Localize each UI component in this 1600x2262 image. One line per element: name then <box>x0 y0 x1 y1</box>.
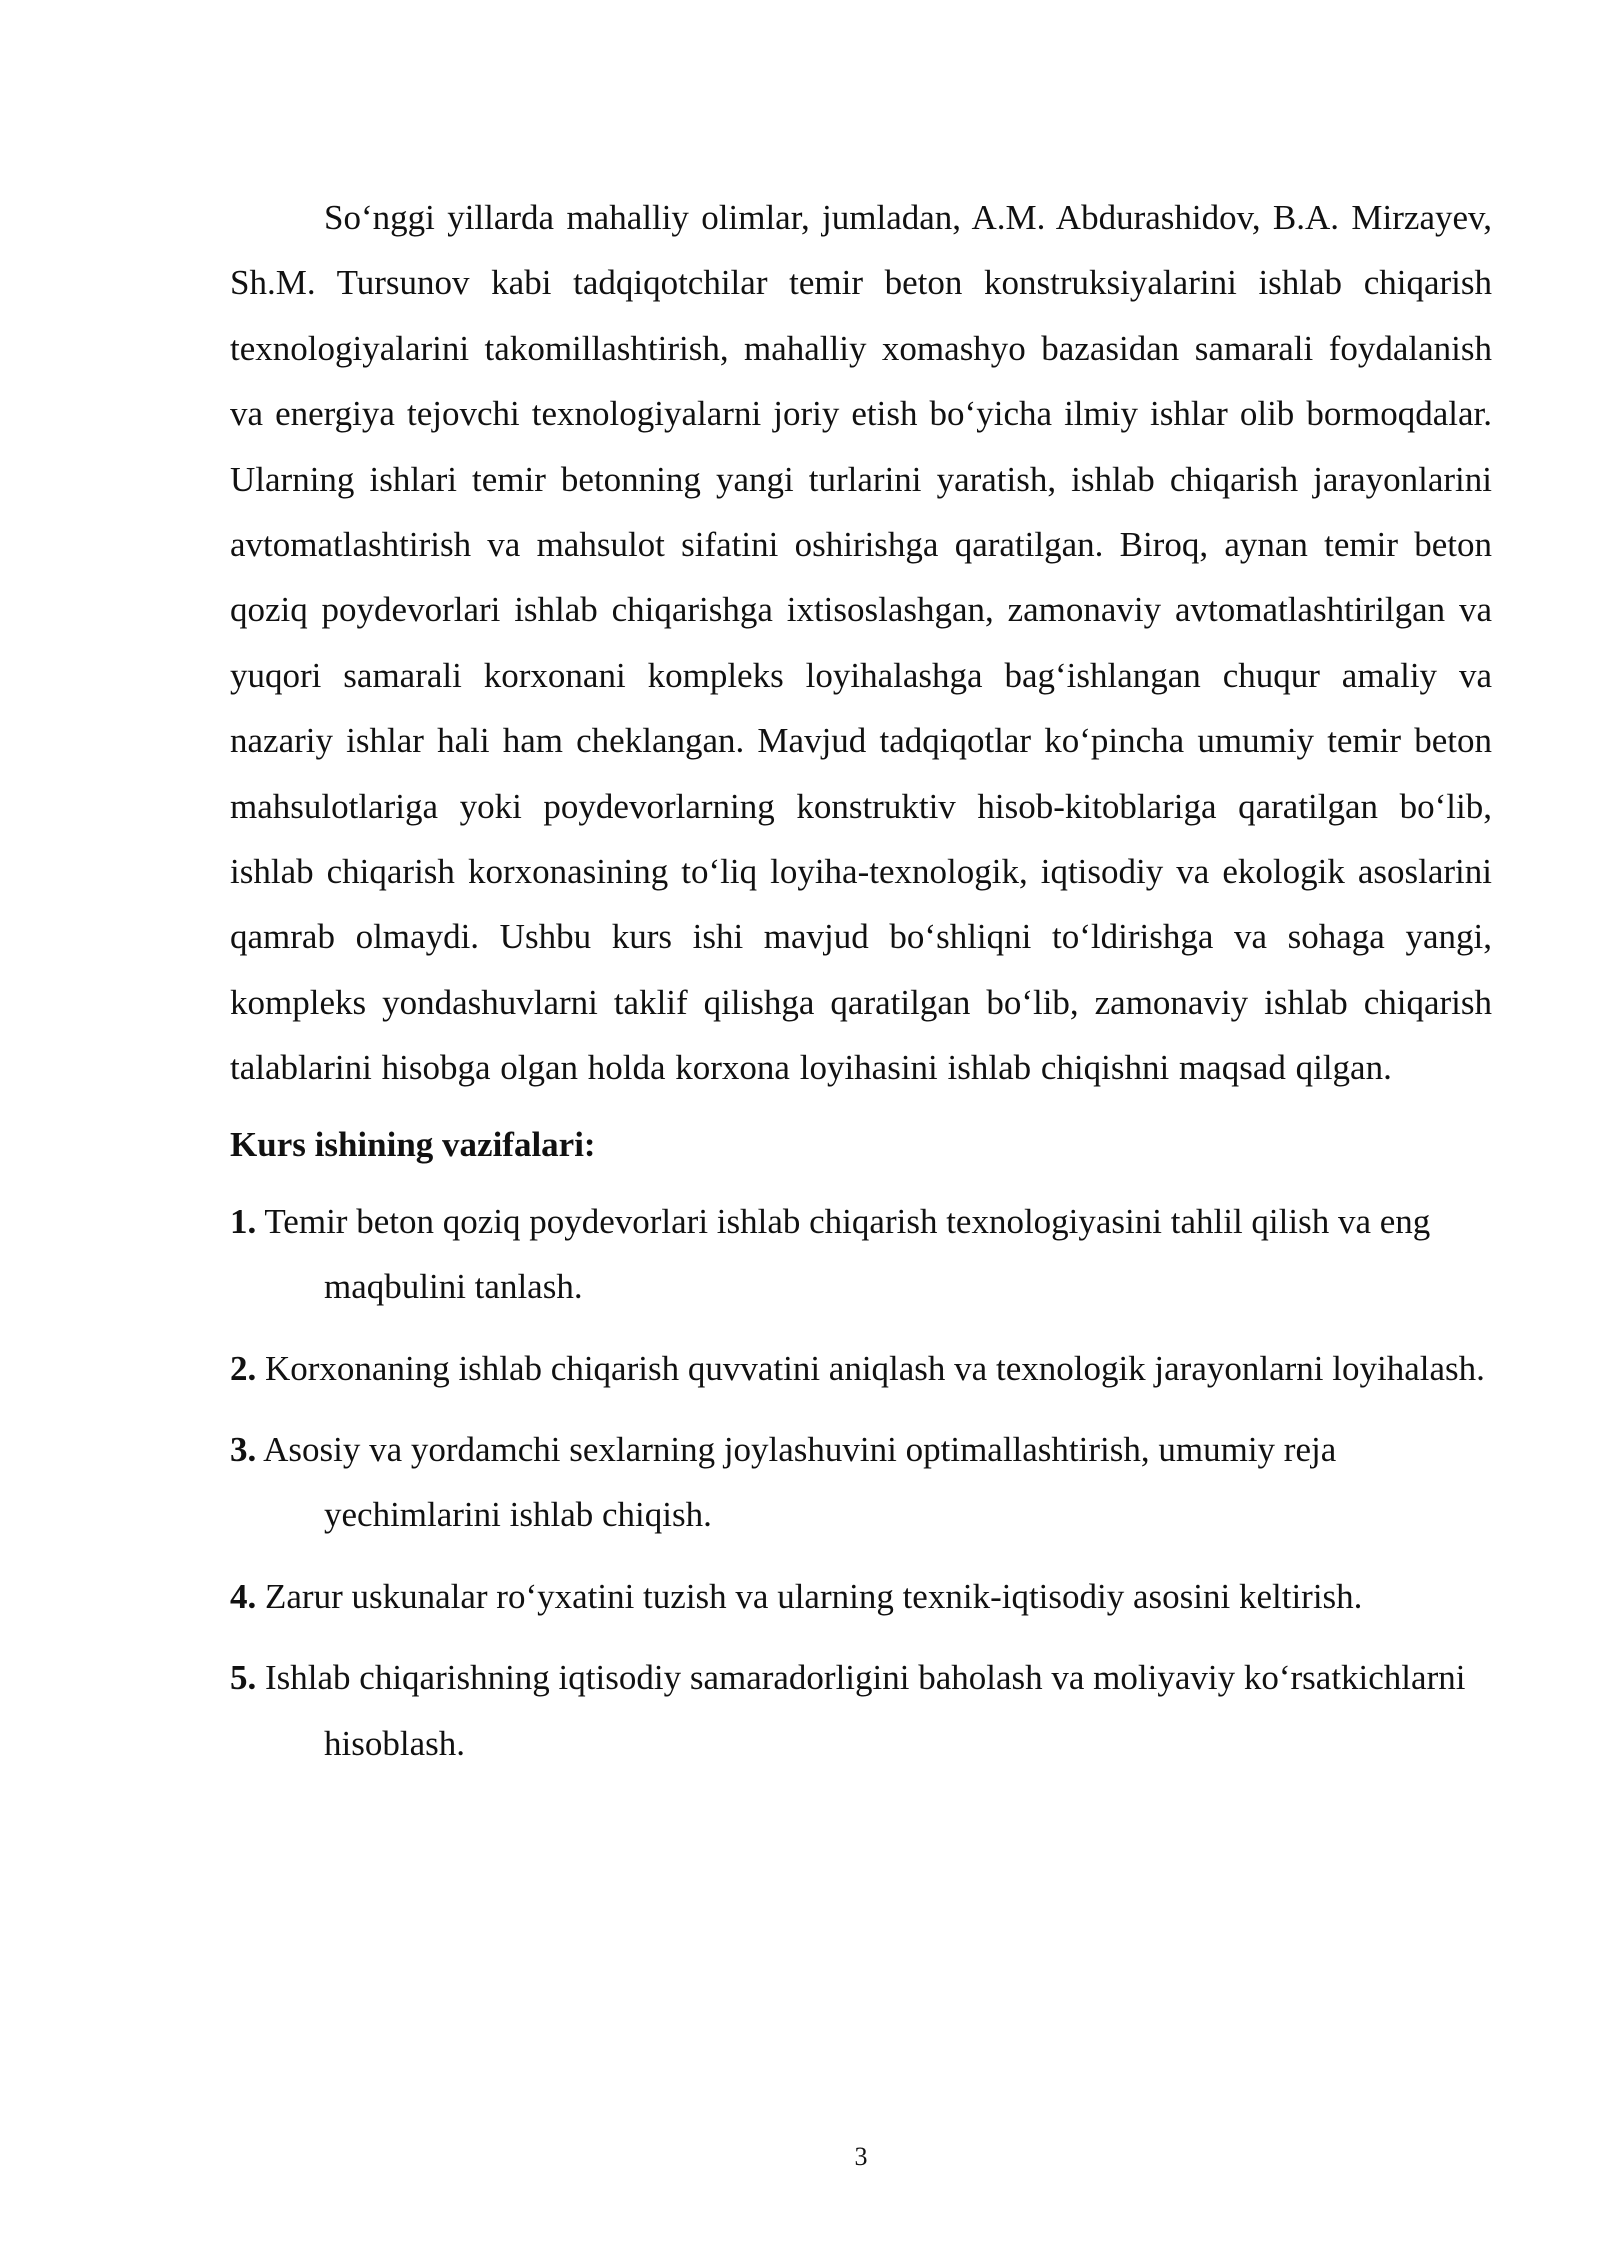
tasks-heading: Kurs ishining vazifalari: <box>230 1124 596 1164</box>
task-number: 3. <box>230 1429 257 1469</box>
task-number: 2. <box>230 1348 257 1388</box>
task-text: Temir beton qoziq poydevorlari ishlab chiqarish texnologiyasini tahlil qilish va eng maqbulini tanlash. <box>264 1201 1431 1307</box>
list-item <box>230 1645 1492 1776</box>
tasks-list <box>230 1189 1492 1776</box>
task-text: Zarur uskunalar ro‘yxatini tuzish va ularning texnik-iqtisodiy asosini keltirish. <box>265 1576 1363 1616</box>
document-page <box>230 185 1492 1792</box>
task-number: 4. <box>230 1576 257 1616</box>
intro-paragraph: So‘nggi yillarda mahalliy olimlar, jumladan, A.M. Abdurashidov, B.A. Mirzayev, Sh.M. Tursunov kabi tadqiqotchilar temir beton konstruksiyalarini ishlab chiqarish texnologiyalarini takomillashtirish, mahalliy xomashyo bazasidan samarali foydalanish va energiya tejovchi texnologiyalarni joriy etish bo‘yicha ilmiy ishlar olib bormoqdalar. Ularning ishlari temir betonning yangi turlarini yaratish, ishlab chiqarish jarayonlarini avtomatlashtirish va mahsulot sifatini oshirishga qaratilgan. Biroq, aynan temir beton qoziq poydevorlari ishlab chiqarishga ixtisoslashgan, zamonaviy avtomatlashtirilgan va yuqori samarali korxonani kompleks loyihalashga bag‘ishlangan chuqur amaliy va nazariy ishlar hali ham cheklangan. Mavjud tadqiqotlar ko‘pincha umumiy temir beton mahsulotlariga yoki poydevorlarning konstruktiv hisob-kitoblariga qaratilgan bo‘lib, ishlab chiqarish korxonasining to‘liq loyiha-texnologik, iqtisodiy va ekologik asoslarini qamrab olmaydi. Ushbu kurs ishi mavjud bo‘shliqni to‘ldirishga va sohaga yangi, kompleks yondashuvlarni taklif qilishga qaratilgan bo‘lib, zamonaviy ishlab chiqarish talablarini hisobga olgan holda korxona loyihasini ishlab chiqishni maqsad qilgan. <box>230 198 1492 1088</box>
list-item <box>230 1336 1492 1401</box>
list-item <box>230 1417 1492 1548</box>
list-item <box>230 1564 1492 1629</box>
task-text: Korxonaning ishlab chiqarish quvvatini aniqlash va texnologik jarayonlarni loyihalash. <box>265 1348 1485 1388</box>
task-text: Ishlab chiqarishning iqtisodiy samaradorligini baholash va moliyaviy ko‘rsatkichlarni hisoblash. <box>265 1658 1466 1763</box>
page-number: 3 <box>854 2142 868 2171</box>
task-number: 5. <box>230 1658 257 1698</box>
list-item <box>230 1189 1492 1320</box>
task-text: Asosiy va yordamchi sexlarning joylashuvini optimallashtirish, umumiy reja yechimlarini ishlab chiqish. <box>263 1429 1337 1535</box>
task-number: 1. <box>230 1201 257 1241</box>
